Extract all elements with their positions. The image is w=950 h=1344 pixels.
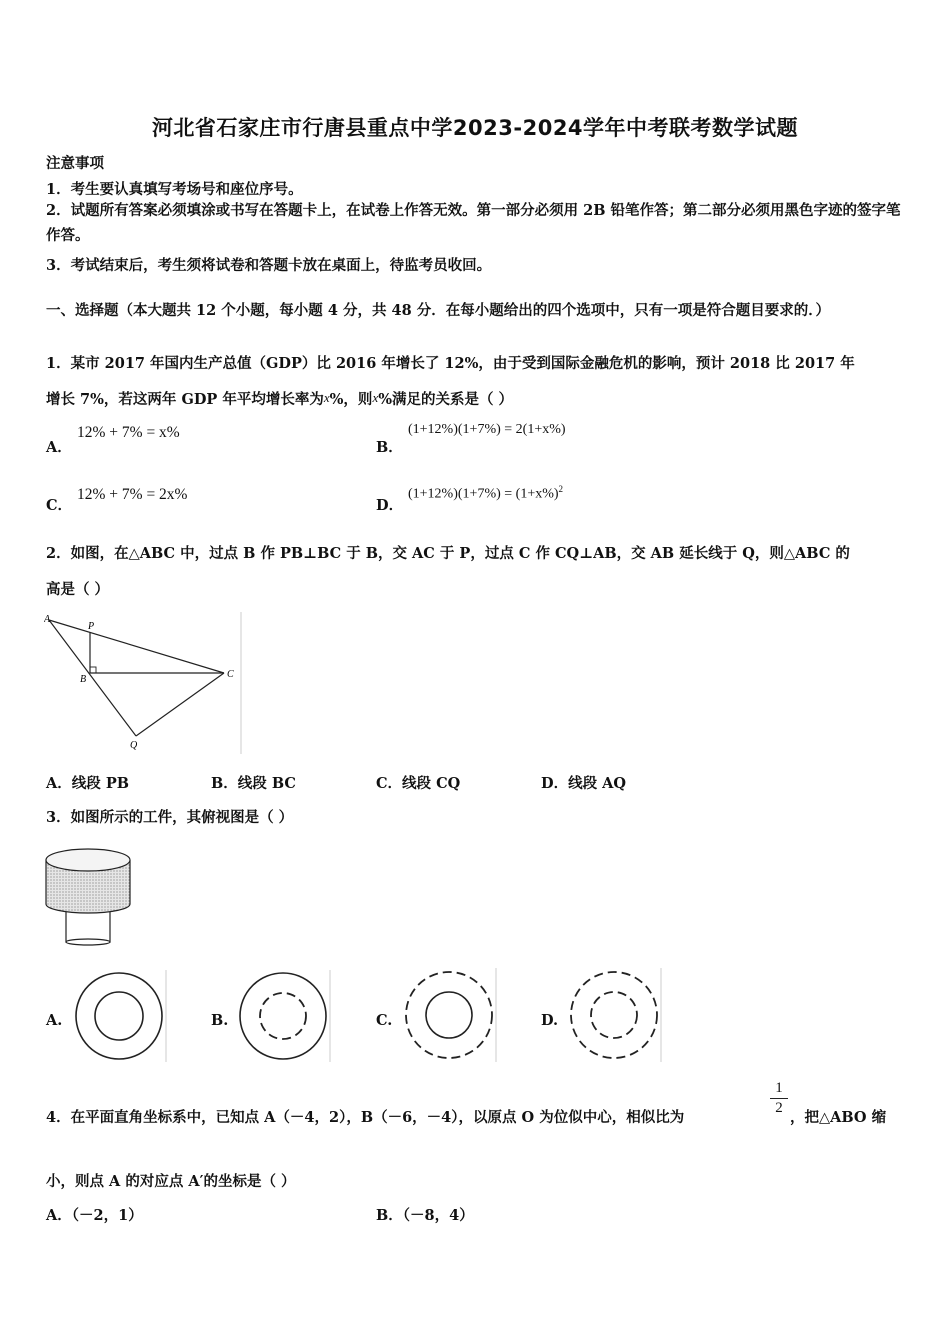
- q4-stem-line1b: ，把△ABO 缩: [790, 1109, 887, 1126]
- q4-option-a: A．（－2，1）: [46, 1207, 143, 1224]
- q1-stem-line2: 增长 7%，若这两年 GDP 年平均增长率为x%，则x%满足的关系是（ ）: [46, 390, 514, 408]
- q3-stem: 3．如图所示的工件，其俯视图是（ ）: [46, 809, 294, 826]
- q1-option-d-label: D．: [376, 497, 404, 514]
- label-b: B: [80, 674, 87, 685]
- q2-stem-line1: 2．如图，在△ABC 中，过点 B 作 PB⊥BC 于 B，交 AC 于 P，过点 C 作 CQ⊥AB，交 AB 延长线于 Q，则△ABC 的: [46, 545, 850, 562]
- q2-option-c: C．线段 CQ: [376, 775, 461, 792]
- q3-option-c-figure: [402, 968, 498, 1062]
- q1-option-d-expr: $(1+12\%)(1+7\%) = (1+x\%)^2$: [408, 484, 564, 502]
- q1-option-a-label: A．: [46, 439, 72, 456]
- q3-option-d-label: D.: [541, 1012, 559, 1029]
- notice-item-2: 2．试题所有答案必须填涂或书写在答题卡上，在试卷上作答无效。第一部分必须用 2B 铅笔作答；第二部分必须用黑色字迹的签字笔作答。: [46, 202, 901, 244]
- q2-stem-line2: 高是（ ）: [46, 581, 110, 598]
- q3-option-d-figure: [567, 968, 663, 1062]
- section-heading: 一、选择题（本大题共 12 个小题，每小题 4 分，共 48 分．在每小题给出的四个选项中，只有一项是符合题目要求的．）: [46, 302, 830, 319]
- q4-option-b: B．（－8，4）: [376, 1207, 474, 1224]
- triangle-figure: [44, 612, 244, 754]
- q1-option-c-label: C．: [46, 497, 73, 514]
- right-angle-mark: [90, 667, 96, 673]
- page-title: 河北省石家庄市行唐县重点中学2023-2024学年中考联考数学试题: [151, 116, 799, 140]
- q1-option-c-expr: 12% + 7% = 2x%: [77, 486, 188, 503]
- q4-fraction: 1 2: [770, 1080, 788, 1117]
- q3-option-a-figure: [72, 970, 168, 1062]
- q3-option-c-label: C.: [376, 1012, 393, 1029]
- label-a: A: [44, 614, 51, 625]
- label-q: Q: [130, 740, 138, 751]
- segment-aq: [49, 620, 136, 736]
- q4-stem-line2: 小，则点 A 的对应点 A′的坐标是（ ）: [46, 1173, 296, 1190]
- notice-item-1: 1．考生要认真填写考场号和座位序号。: [46, 181, 303, 198]
- q3-option-b-figure: [236, 970, 332, 1062]
- q3-option-a-label: A.: [46, 1012, 63, 1029]
- q1-stem-line1: 1．某市 2017 年国内生产总值（GDP）比 2016 年增长了 12%，由于受到国际金融危机的影响，预计 2018 比 2017 年: [46, 355, 855, 372]
- q2-option-b: B．线段 BC: [211, 775, 296, 792]
- workpiece-figure: [44, 846, 140, 948]
- q3-option-b-label: B.: [211, 1012, 229, 1029]
- notice-heading: 注意事项: [46, 155, 104, 172]
- segment-ac: [49, 620, 224, 673]
- notice-item-3: 3．考试结束后，考生须将试卷和答题卡放在桌面上，待监考员收回。: [46, 257, 492, 274]
- q2-option-d: D．线段 AQ: [541, 775, 627, 792]
- q1-option-a-expr: 12% + 7% = x%: [77, 424, 180, 441]
- label-p: P: [88, 621, 95, 632]
- q1-option-b-label: B．: [376, 439, 403, 456]
- q1-option-b-expr: (1+12%)(1+7%) = 2(1+x%): [408, 422, 566, 437]
- segment-cq: [136, 673, 224, 736]
- label-c: C: [227, 669, 234, 680]
- q2-option-a: A．线段 PB: [46, 775, 129, 792]
- q4-stem-line1a: 4．在平面直角坐标系中，已知点 A（－4，2），B（－6，－4），以原点 O 为位似中心，相似比为: [46, 1109, 685, 1126]
